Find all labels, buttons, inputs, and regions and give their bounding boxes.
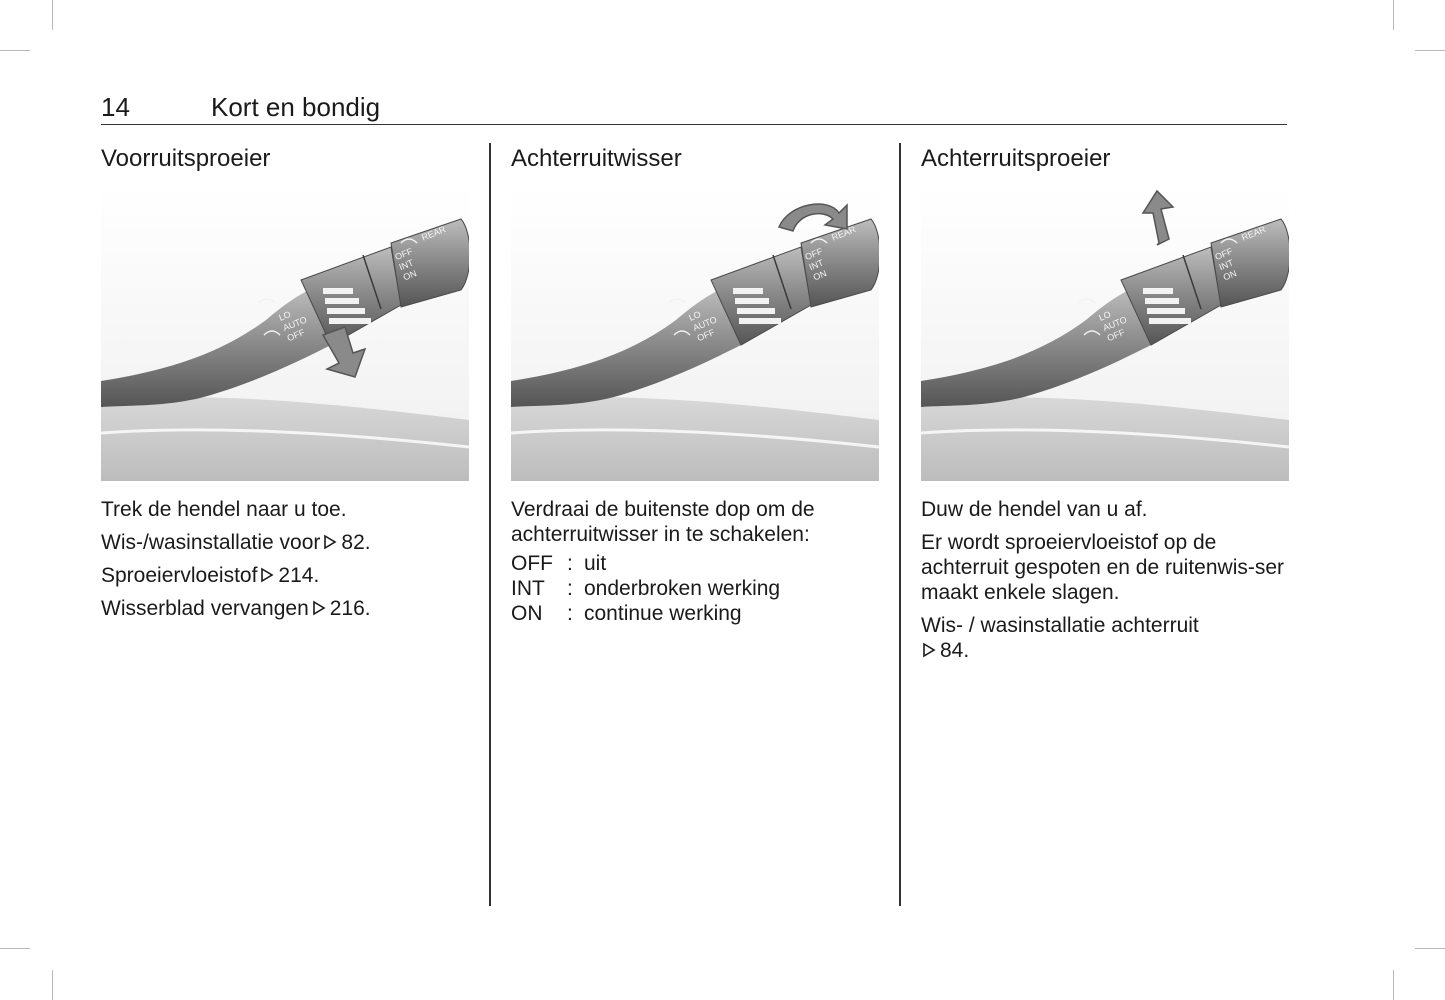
section-achterruitwisser bbox=[511, 145, 879, 626]
wiper-lever-illustration bbox=[511, 185, 879, 481]
instruction-text: Verdraai de buitenste dop om de achterruitwisser in te schakelen: bbox=[511, 498, 815, 546]
chapter-title: Kort en bondig bbox=[211, 92, 381, 122]
page-header bbox=[101, 90, 1287, 125]
section-heading: Voorruitsproeier bbox=[101, 145, 271, 172]
position-row: OFF : uit bbox=[511, 552, 607, 575]
instruction-text: Er wordt sproeiervloeistof op de achterruit gespoten en de ruitenwis-ser maakt enkele slagen. bbox=[921, 531, 1285, 604]
instruction-text: Trek de hendel naar u toe. bbox=[101, 498, 347, 521]
column-divider bbox=[899, 143, 901, 906]
instruction-text: Duw de hendel van u af. bbox=[921, 498, 1148, 521]
page-number: 14 bbox=[101, 92, 130, 122]
reference-arrow-icon bbox=[259, 567, 275, 583]
cross-reference[interactable]: Wisserblad vervangen 216. bbox=[101, 597, 371, 620]
cross-reference[interactable]: Wis-/wasinstallatie voor 82. bbox=[101, 531, 371, 554]
position-row: ON : continue werking bbox=[511, 602, 742, 625]
column-divider bbox=[489, 143, 491, 906]
cross-reference[interactable]: Wis- / wasinstallatie achterruit 84. bbox=[921, 614, 1199, 662]
reference-arrow-icon bbox=[311, 600, 327, 616]
position-row: INT : onderbroken werking bbox=[511, 577, 781, 600]
section-voorruitsproeier bbox=[101, 145, 469, 629]
wiper-lever-illustration bbox=[921, 185, 1289, 481]
reference-arrow-icon bbox=[921, 642, 937, 658]
cross-reference[interactable]: Sproeiervloeistof 214. bbox=[101, 564, 320, 587]
section-achterruitsproeier bbox=[921, 145, 1289, 671]
switch-positions bbox=[511, 551, 879, 626]
reference-arrow-icon bbox=[322, 534, 338, 550]
section-heading: Achterruitwisser bbox=[511, 145, 682, 172]
section-heading: Achterruitsproeier bbox=[921, 145, 1111, 172]
wiper-lever-illustration bbox=[101, 185, 469, 481]
